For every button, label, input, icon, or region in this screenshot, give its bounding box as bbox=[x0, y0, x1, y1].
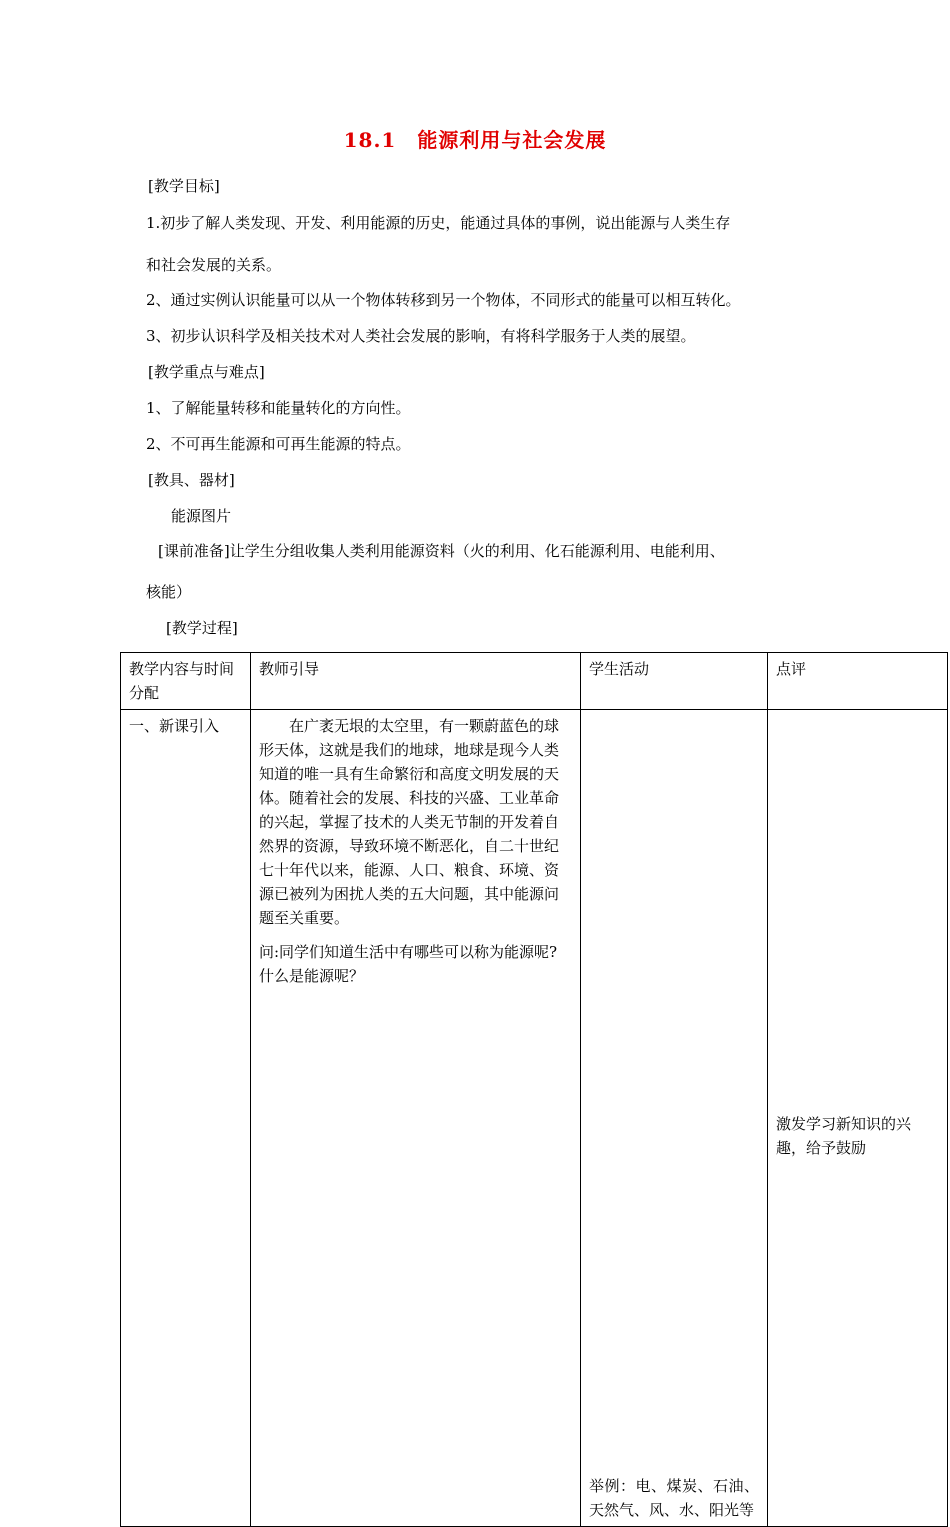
key-point-1: 1、了解能量转移和能量转化的方向性。 bbox=[146, 399, 411, 417]
lesson-table bbox=[120, 652, 948, 1527]
header-content-time: 教学内容与时间分配 bbox=[121, 653, 251, 710]
cell-comment bbox=[768, 710, 948, 1527]
table-row bbox=[121, 710, 948, 1527]
page-title: 18.1 能源利用与社会发展 bbox=[343, 128, 607, 152]
table-header-row bbox=[121, 653, 948, 710]
comment-text: 激发学习新知识的兴趣，给予鼓励 bbox=[776, 1115, 912, 1157]
prep-line-1: [课前准备]让学生分组收集人类利用能源资料（火的利用、化石能源利用、电能利用、 bbox=[158, 542, 725, 560]
cell-student-activity bbox=[581, 710, 768, 1527]
process-heading: [教学过程] bbox=[166, 619, 238, 637]
student-activity-text: 举例：电、煤炭、石油、天然气、风、水、阳光等 bbox=[589, 1477, 759, 1519]
header-teacher-guide: 教师引导 bbox=[251, 653, 581, 710]
guide-question: 问:同学们知道生活中有哪些可以称为能源呢?什么是能源呢？ bbox=[259, 943, 558, 985]
cell-content: 一、新课引入 bbox=[121, 710, 251, 1527]
objective-1-line-1: 1.初步了解人类发现、开发、利用能源的历史，能通过具体的事例，说出能源与人类生存 bbox=[146, 214, 731, 232]
tools-heading: [教具、器材] bbox=[148, 471, 235, 489]
key-point-2: 2、不可再生能源和可再生能源的特点。 bbox=[146, 435, 411, 453]
objectives-heading: [教学目标] bbox=[148, 177, 220, 195]
guide-paragraph: 在广袤无垠的太空里，有一颗蔚蓝色的球形天体，这就是我们的地球，地球是现今人类知道的唯一具有生命繁衍和高度文明发展的天体。随着社会的发展、科技的兴盛、工业革命的兴起，掌握了技术的人类无节制的开发着自然界的资源，导致环境不断恶化，自二十世纪七十年代以来，能源、人口、粮食、环境、资源已被列为困扰人类的五大问题，其中能源问题至关重要。 bbox=[259, 717, 560, 927]
objective-1-line-2: 和社会发展的关系。 bbox=[146, 256, 282, 274]
objective-3: 3、初步认识科学及相关技术对人类社会发展的影响，有将科学服务于人类的展望。 bbox=[146, 327, 696, 345]
prep-line-2: 核能） bbox=[146, 583, 192, 601]
header-comment: 点评 bbox=[768, 653, 948, 710]
header-student-activity: 学生活动 bbox=[581, 653, 768, 710]
cell-teacher-guide bbox=[251, 710, 581, 1527]
key-points-heading: [教学重点与难点] bbox=[148, 363, 265, 381]
objective-2: 2、通过实例认识能量可以从一个物体转移到另一个物体，不同形式的能量可以相互转化。 bbox=[146, 291, 741, 309]
tools-item: 能源图片 bbox=[171, 507, 232, 525]
